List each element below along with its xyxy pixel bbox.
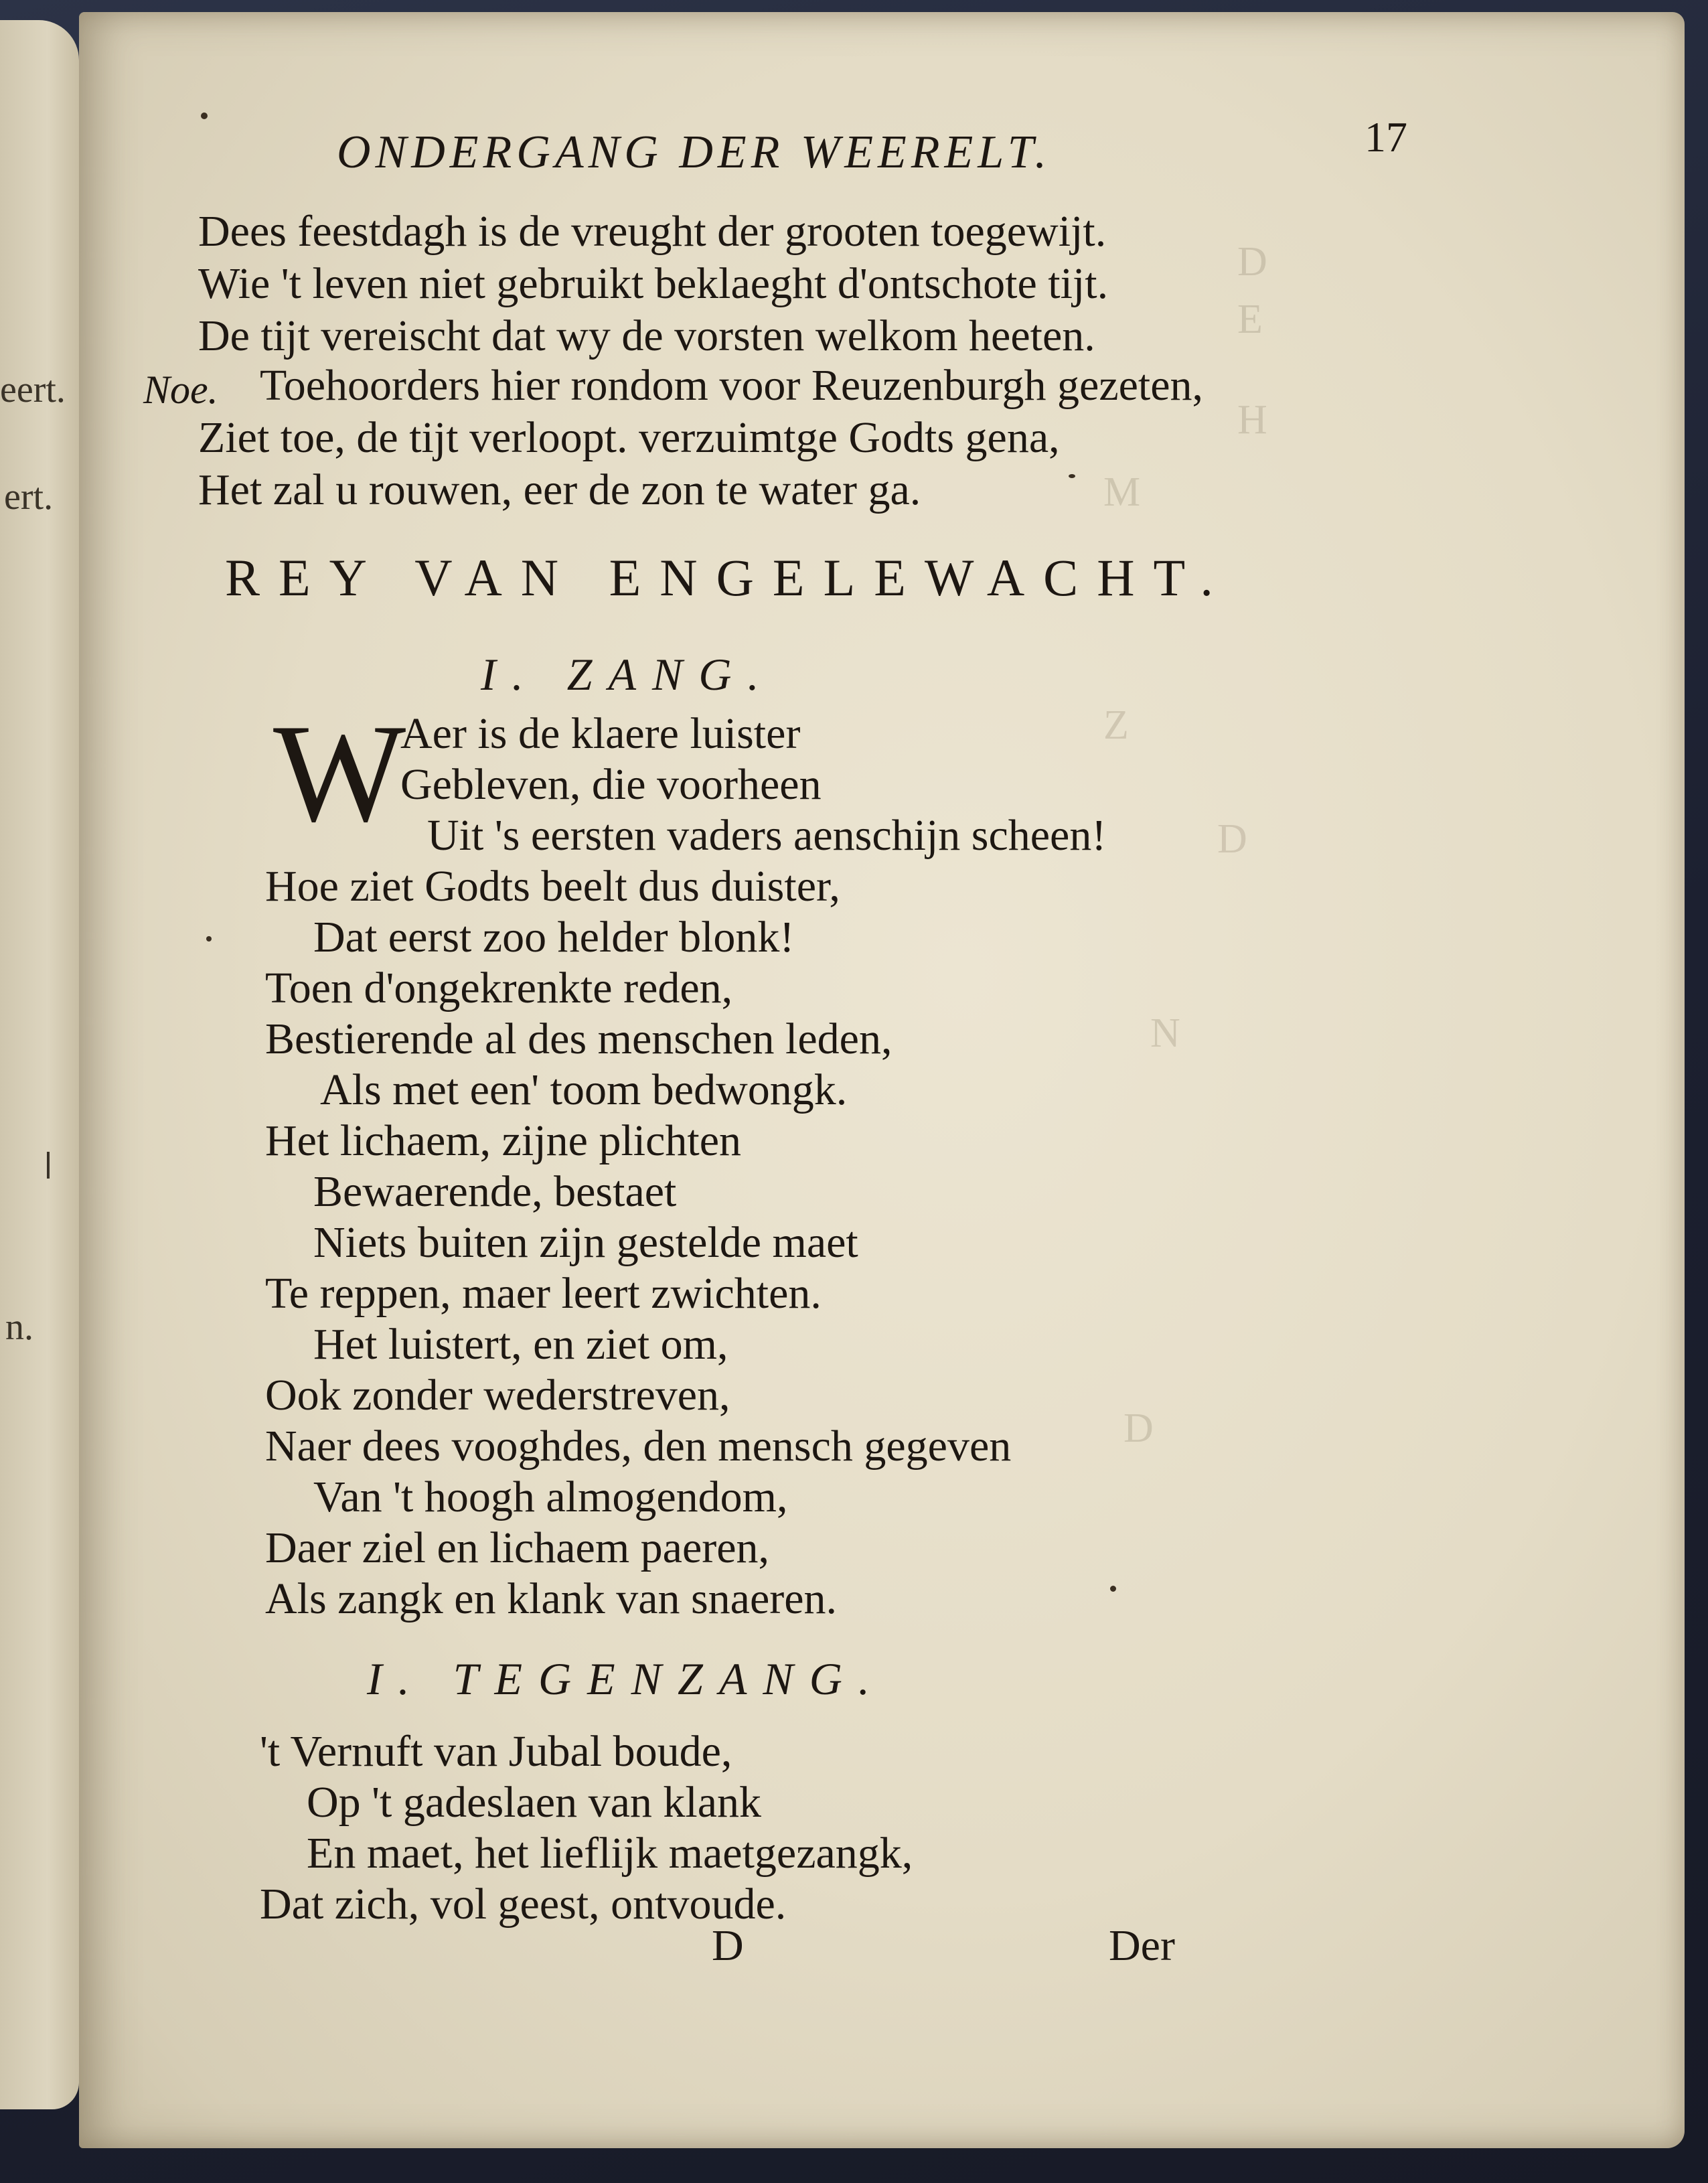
verse-line: De tijt vereischt dat wy de vorsten welkom heeten. — [198, 311, 1095, 360]
verse-line: Daer ziel en lichaem paeren, — [265, 1523, 770, 1572]
paper-speck — [206, 936, 212, 942]
show-through-text: D — [1217, 816, 1247, 862]
show-through-text: Z — [1103, 702, 1129, 748]
verse-line: Dees feestdagh is de vreught der grooten toegewijt. — [198, 207, 1107, 256]
verse-line: Wie 't leven niet gebruikt beklaeght d'ontschote tijt. — [198, 259, 1109, 308]
left-page-fragment: eert. — [0, 369, 66, 410]
show-through-text: H — [1237, 397, 1267, 443]
show-through-text: E — [1237, 297, 1263, 342]
verse-line: Toehoorders hier rondom voor Reuzenburgh gezeten, — [260, 361, 1204, 410]
left-page-fragment: n. — [5, 1306, 33, 1348]
show-through-text: D — [1237, 239, 1267, 285]
left-page-fragment: ert. — [4, 476, 54, 518]
tegenzang-heading: I. TEGENZANG. — [367, 1653, 886, 1704]
show-through-text: M — [1103, 469, 1141, 515]
speaker-label: Noe. — [143, 368, 218, 412]
verse-line: Bestierende al des menschen leden, — [265, 1014, 892, 1063]
page-number: 17 — [1365, 113, 1407, 161]
verse-line: Dat eerst zoo helder blonk! — [313, 913, 795, 962]
verse-line: Gebleven, die voorheen — [400, 760, 822, 809]
verse-line: Op 't gadeslaen van klank — [307, 1778, 762, 1827]
show-through-text: D — [1123, 1406, 1154, 1451]
verse-line: Uit 's eersten vaders aenschijn scheen! — [427, 811, 1107, 860]
paper-speck — [1069, 474, 1075, 478]
zang-heading: I. ZANG. — [481, 649, 775, 700]
show-through-text: N — [1150, 1010, 1180, 1056]
verse-line: Naer dees vooghdes, den mensch gegeven — [265, 1422, 1012, 1471]
catchword: Der — [1109, 1921, 1175, 1970]
verse-line: Ook zonder wederstreven, — [265, 1371, 730, 1420]
verse-line: Bewaerende, bestaet — [313, 1167, 677, 1216]
left-page-mark — [47, 1152, 50, 1179]
verse-line: Het lichaem, zijne plichten — [265, 1116, 742, 1165]
paper-speck — [1110, 1586, 1116, 1592]
section-title: REY VAN ENGELEWACHT. — [225, 548, 1232, 607]
verse-line: 't Vernuft van Jubal boude, — [260, 1727, 732, 1776]
verse-line: Te reppen, maer leert zwichten. — [265, 1269, 822, 1318]
verse-line: Aer is de klaere luister — [400, 709, 801, 758]
verse-line: Niets buiten zijn gestelde maet — [313, 1218, 858, 1267]
book-page — [79, 12, 1685, 2148]
verse-line: En maet, het lieflijk maetgezangk, — [307, 1829, 913, 1878]
running-head: ONDERGANG DER WEERELT. — [337, 127, 1052, 178]
verse-line: Toen d'ongekrenkte reden, — [265, 964, 733, 1012]
verse-line: Als met een' toom bedwongk. — [320, 1065, 848, 1114]
verse-line: Het luistert, en ziet om, — [313, 1320, 728, 1369]
left-facing-page — [0, 20, 79, 2109]
verse-line: Hoe ziet Godts beelt dus duister, — [265, 862, 840, 911]
verse-line: Dat zich, vol geest, ontvoude. — [260, 1880, 787, 1929]
signature-mark: D — [712, 1921, 744, 1970]
paper-speck — [201, 112, 208, 119]
verse-line: Het zal u rouwen, eer de zon te water ga. — [198, 465, 921, 514]
verse-line: Als zangk en klank van snaeren. — [265, 1574, 838, 1623]
drop-cap: W — [273, 696, 406, 851]
verse-line: Van 't hoogh almogendom, — [313, 1473, 788, 1521]
verse-line: Ziet toe, de tijt verloopt. verzuimtge Godts gena, — [198, 413, 1060, 462]
